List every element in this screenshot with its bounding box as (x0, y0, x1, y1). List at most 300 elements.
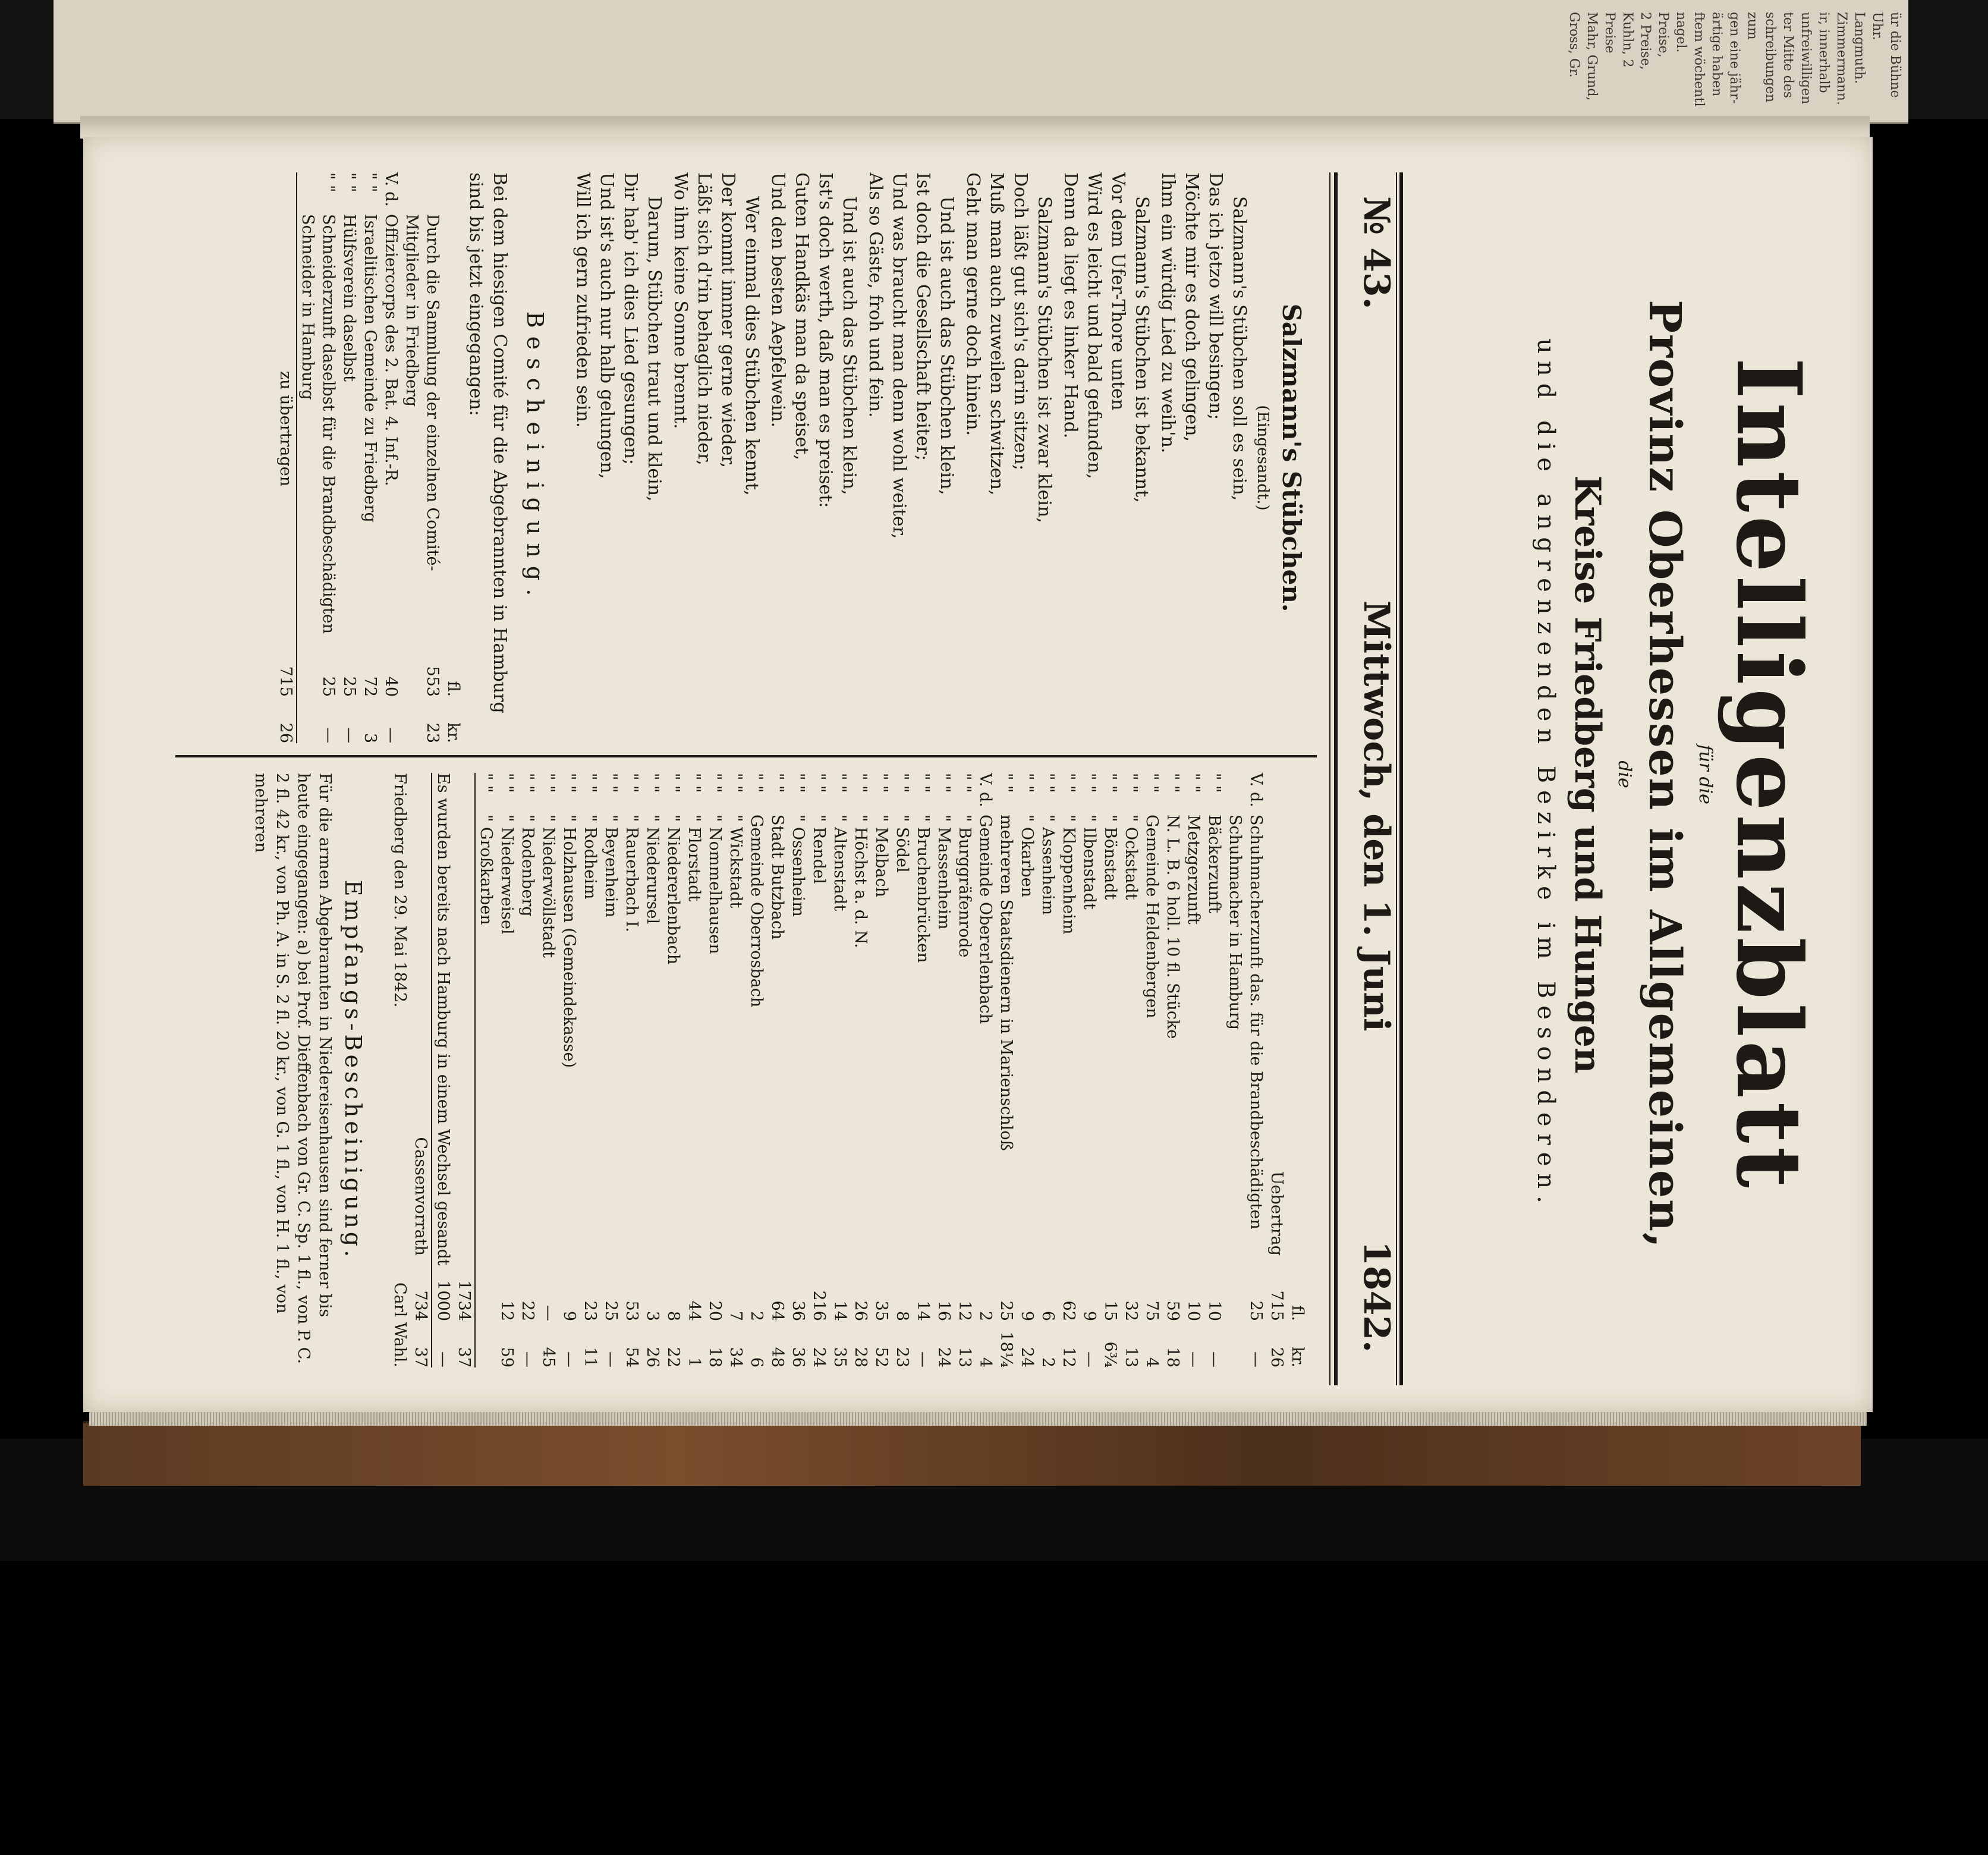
row-label: " Södel (893, 815, 911, 873)
ledger-carry-fl: 715 (1267, 1290, 1286, 1321)
ledger-row (1121, 773, 1141, 1367)
rule-top (1399, 172, 1403, 1385)
poem-line: Darum, Stübchen traut und klein, (644, 196, 665, 502)
row-fl: 14 (914, 1300, 932, 1321)
ledger-sent-fl: 1000 (434, 1280, 452, 1321)
row-label: " Rodheim (581, 815, 599, 900)
row-prefix: " " (768, 773, 787, 793)
row-prefix: " " (1122, 773, 1140, 793)
poem-line: Wer einmal dies Stübchen kennt, (741, 196, 762, 496)
row-prefix: " " (560, 773, 578, 793)
row-label: Stadt Butzbach (768, 815, 787, 940)
poem-line: Läßt sich d'rin behaglich nieder, (694, 172, 715, 466)
row-label: Schneiderzunft daselbst für die Brandbeschädigten Schneider in Hamburg (298, 214, 338, 634)
row-label: " Wickstadt (726, 815, 745, 908)
carry-row (275, 172, 297, 743)
row-prefix: " " (477, 773, 495, 793)
ledger-total-row (454, 773, 475, 1367)
previous-page-line: Langmuth. (1852, 12, 1867, 84)
row-prefix: " " (789, 773, 807, 793)
row-fl: 25 (1247, 1300, 1265, 1321)
row-kr: 24 (935, 1347, 953, 1367)
row-fl (475, 1268, 496, 1321)
ledger-carry-row (1266, 773, 1287, 1367)
row-prefix: " " (851, 773, 870, 793)
row-kr: 6¾ (1101, 1341, 1119, 1367)
ledger-row (1037, 773, 1058, 1367)
row-prefix: " " (935, 773, 953, 793)
row-kr: 13 (955, 1347, 974, 1367)
poem-line: Salzmann's Stübchen soll es sein, (1229, 196, 1250, 501)
previous-page-line: gen eine jähr- (1727, 12, 1742, 104)
row-label: Bäckerzunft (1205, 815, 1223, 914)
row-kr: 1 (685, 1357, 703, 1367)
carry-fl: 715 (276, 666, 295, 697)
poem-line: Doch läßt gut sich's darin sitzen; (1010, 172, 1031, 471)
ledger-row (496, 773, 517, 1367)
ledger-carry-kr: 26 (1267, 1347, 1286, 1367)
ledger-row (1100, 773, 1121, 1367)
rotated-page-content (83, 137, 1873, 1412)
ledger-row (725, 773, 746, 1367)
row-fl: 6 (1039, 1310, 1057, 1321)
previous-page-line: unfreiwilligen (1798, 12, 1813, 105)
masthead-fuer-die: für die (1695, 744, 1716, 804)
row-prefix: " " (1039, 773, 1057, 793)
ledger-signature: Carl Wahl. (391, 1282, 409, 1367)
ledger-total-kr: 37 (455, 1347, 473, 1367)
row-kr: 26 (643, 1347, 662, 1367)
bescheinigung-title: Bescheinigung. (522, 311, 548, 605)
ledger-row (517, 773, 538, 1367)
row-kr: — (1205, 1351, 1223, 1367)
row-fl: 10 (1184, 1300, 1203, 1321)
newspaper-page (83, 137, 1873, 1412)
row-fl: 35 (872, 1300, 891, 1321)
currency-fl: fl. (444, 681, 463, 697)
ledger-row (746, 773, 767, 1367)
row-prefix: " " (1184, 773, 1203, 793)
poem-line: Das ich jetzo will besingen; (1205, 172, 1226, 420)
row-label: " Ossenheim (789, 815, 807, 917)
row-fl: 32 (1122, 1300, 1140, 1321)
row-fl: 64 (768, 1300, 787, 1321)
previous-page-line: Kuhln, 2 Preise (1602, 12, 1635, 68)
row-fl: 20 (706, 1300, 724, 1321)
row-kr: 52 (872, 1347, 891, 1367)
row-prefix: " " (581, 773, 599, 793)
poem-line: Muß man auch zuweilen schwitzen, (986, 172, 1007, 496)
book-spine (80, 116, 1870, 139)
row-fl: 14 (831, 1300, 849, 1321)
row-fl: 216 (810, 1290, 828, 1321)
ledger-row (339, 172, 360, 743)
poem-stanza (571, 172, 666, 743)
ledger-row (380, 172, 401, 743)
row-fl: 9 (1080, 1310, 1099, 1321)
poem-line: Der kommt immer gerne wieder, (718, 172, 738, 469)
row-kr: 54 (622, 1347, 641, 1367)
poem-line: Geht man gerne doch hinein. (962, 172, 983, 436)
previous-page-line: 2 Preise, (1638, 12, 1653, 70)
leather-binding (83, 1421, 1861, 1486)
ledger-cash-label: Cassenvorrath (411, 1137, 430, 1256)
row-fl: 25 (340, 676, 358, 697)
poem-line: Und den besten Aepfelwein. (767, 172, 788, 428)
poem-line: Als so Gäste, froh und fein. (865, 172, 886, 418)
ledger-carry-label: Uebertrag (1267, 1171, 1286, 1256)
row-prefix: " " (340, 172, 358, 193)
row-prefix: V. d. (976, 773, 995, 807)
poem-line: Denn da liegt es linker Hand. (1060, 172, 1081, 439)
row-kr: — (602, 1351, 620, 1367)
row-label: " Kloppenheim (1059, 815, 1078, 935)
row-kr: 3 (361, 732, 379, 743)
row-fl: 12 (955, 1300, 974, 1321)
issue-number: № 43. (1355, 196, 1397, 310)
row-label: " Bönstadt (1101, 815, 1119, 900)
column-divider (175, 755, 1317, 757)
row-prefix: " " (539, 773, 558, 793)
row-fl: 2 (976, 1310, 995, 1321)
row-kr: 11 (581, 1347, 599, 1367)
row-prefix: " " (602, 773, 620, 793)
masthead (1528, 196, 1819, 1353)
currency-header-row (443, 172, 464, 743)
row-label: " Burggräfenrode (955, 815, 974, 958)
ledger-row (600, 773, 621, 1367)
ledger-sent-kr: — (434, 1351, 452, 1367)
row-fl: 23 (581, 1300, 599, 1321)
row-kr (475, 1321, 496, 1367)
ledger-row (975, 773, 996, 1367)
row-label: " Ockstadt (1122, 815, 1140, 900)
ledger-cash-fl: 734 (411, 1290, 430, 1321)
poem-line: Guten Handkäs man da speiset, (791, 172, 812, 461)
row-prefix: " " (685, 773, 703, 793)
poem-line: Und ist auch das Stübchen klein, (839, 196, 860, 495)
row-kr: 28 (851, 1347, 870, 1367)
row-prefix: " " (726, 773, 745, 793)
ledger-place-date: Friedberg den 29. Mai 1842. (391, 773, 409, 1008)
row-label: " Nommelhausen (706, 815, 724, 954)
poem-line: Salzmann's Stübchen ist bekannt, (1131, 196, 1152, 503)
row-label: " Massenheim (935, 815, 953, 930)
poem-body (571, 172, 1251, 743)
poem-line: Dir hab' ich dies Lied gesungen; (620, 172, 641, 465)
poem-line: Vor dem Ufer-Thore unten (1108, 172, 1128, 411)
row-prefix: " " (1143, 773, 1161, 793)
row-fl: 25 (602, 1300, 620, 1321)
ledger-row (1162, 773, 1183, 1367)
poem-line: Wo ihm keine Sonne brennt. (670, 172, 691, 429)
previous-page-line: Zimmermann. (1834, 12, 1849, 105)
row-kr: 6 (747, 1357, 766, 1367)
carry-label: zu übertragen (276, 370, 295, 487)
ledger-row (1204, 773, 1225, 1367)
row-label: " Rodenberg (518, 815, 537, 917)
row-label: " Höchst a. d. N. (851, 815, 870, 948)
row-label: " Okarben (1018, 815, 1036, 898)
ledger-row (1017, 773, 1037, 1367)
empfang-title: Empfangs-Bescheinigung. (340, 879, 366, 1261)
ledger-signature-row (389, 773, 410, 1367)
previous-page-line: ir, innerhalb (1816, 12, 1831, 93)
row-label: mehreren Staatsdienern in Marienschloß (997, 815, 1015, 1151)
row-fl: 59 (1163, 1300, 1182, 1321)
ledger-row (475, 773, 496, 1367)
ledger-row (663, 773, 684, 1367)
ledger-row (297, 172, 339, 743)
row-label: Schuhmacherzunft das. für die Brandbeschädigten Schuhmacher in Hamburg (1226, 815, 1265, 1230)
ledger-row (559, 773, 580, 1367)
row-label: " Rauerbach I. (622, 815, 641, 933)
issue-date: Mittwoch, den 1. Juni (1355, 600, 1397, 1032)
row-kr: 4 (976, 1357, 995, 1367)
currency-kr: kr. (444, 722, 463, 743)
row-label: " Assenheim (1039, 815, 1057, 916)
ledger-currency-row (1287, 773, 1308, 1367)
rule-bottom (1334, 172, 1338, 1385)
ledger-row (788, 773, 809, 1367)
row-fl: 7 (726, 1310, 745, 1321)
poem-stanza (668, 172, 763, 743)
row-kr: 2 (1039, 1357, 1057, 1367)
row-prefix: V. d. (1247, 773, 1265, 807)
row-kr: 18 (1163, 1347, 1182, 1367)
poem-line: Ist's doch werth, daß man es preiset: (815, 172, 836, 508)
poem-subtitle: (Eingesandt.) (1254, 405, 1272, 511)
ledger-row (871, 773, 892, 1367)
right-column (250, 773, 1308, 1367)
previous-page-line: nagel. (1674, 12, 1688, 53)
row-kr: 18¼ (997, 1331, 1015, 1367)
row-fl: 44 (685, 1300, 703, 1321)
ledger-cash-row (410, 773, 432, 1367)
row-fl: 75 (1143, 1300, 1161, 1321)
row-label: " Rendel (810, 815, 828, 884)
ledger-row (1225, 773, 1266, 1367)
row-kr: — (914, 1351, 932, 1367)
row-fl: 553 (423, 666, 442, 697)
row-prefix (401, 172, 443, 214)
row-label: Metzgerzunft (1184, 815, 1203, 925)
row-label: " Florstadt (685, 815, 703, 902)
dateline (1344, 196, 1397, 1353)
row-fl: 62 (1059, 1300, 1078, 1321)
poem-stanza (1058, 172, 1153, 743)
ledger-row (580, 773, 600, 1367)
row-prefix: V. d. (382, 172, 400, 207)
ledger-row (892, 773, 913, 1367)
row-kr: — (340, 727, 358, 743)
ledger-row (1141, 773, 1162, 1367)
previous-page-line: ter Mitte des (1781, 12, 1795, 99)
row-fl: 10 (1205, 1300, 1223, 1321)
ledger-row (933, 773, 954, 1367)
row-kr: 23 (893, 1347, 911, 1367)
ledger-row (850, 773, 871, 1367)
row-label: " Altenstadt (831, 815, 849, 911)
row-fl: 72 (361, 676, 379, 697)
row-kr: — (382, 727, 400, 743)
carry-kr: 26 (276, 722, 295, 743)
row-fl: 8 (893, 1310, 911, 1321)
row-kr: — (560, 1351, 578, 1367)
ledger-row (1183, 773, 1204, 1367)
row-prefix: " " (518, 773, 537, 793)
row-prefix: " " (810, 773, 828, 793)
row-prefix: " " (893, 773, 911, 793)
row-prefix: " " (643, 773, 662, 793)
row-fl: 9 (560, 1310, 578, 1321)
ledger-row (809, 773, 829, 1367)
row-fl: 25 (319, 676, 338, 697)
previous-page-line: ärtige haben (1709, 12, 1724, 97)
masthead-districts: Kreise Friedberg und Hungen (1567, 475, 1608, 1074)
previous-page-line: schreibungen zum (1745, 12, 1778, 103)
ledger-row (538, 773, 559, 1367)
row-prefix: " " (319, 172, 338, 193)
ledger-row (642, 773, 663, 1367)
poem-stanza (766, 172, 861, 743)
row-prefix: " " (914, 773, 932, 793)
empfang-text: Für die armen Abgebrannten in Niedereisenhausen sind ferner bis heute eingegangen: a) bei Prof. Dieffenbach von Gr. C. Sp. 1 fl., von P. C. 2 fl. 42 kr., von Ph. A. in S. 2 fl. 20 kr., von G. 1 fl., von H. 1 fl., von mehreren (251, 773, 334, 1364)
row-fl: 22 (518, 1300, 537, 1321)
masthead-subtitle: und die angrenzenden Bezirke im Besonderen. (1532, 338, 1559, 1211)
masthead-die: die (1614, 760, 1635, 788)
poem-line: Ihm ein würdig Lied zu weih'n. (1157, 172, 1178, 454)
row-prefix: " " (872, 773, 891, 793)
left-column (275, 172, 1308, 743)
row-prefix: " " (1101, 773, 1119, 793)
previous-page-text (54, 0, 1908, 122)
row-label: " Niederwöllstadt (539, 815, 558, 958)
row-fl: 25 (997, 1300, 1015, 1321)
poem-line: Will ich gern zufrieden sein. (573, 172, 593, 428)
previous-page-line: Mahr, Grund, (1584, 12, 1599, 101)
row-prefix: " " (1163, 773, 1182, 793)
masthead-province: Provinz Oberhessen im Allgemeinen, (1639, 300, 1690, 1249)
row-fl: 16 (935, 1300, 953, 1321)
row-label: " Großkarben (477, 815, 495, 925)
masthead-title: Intelligenzblatt (1716, 357, 1821, 1192)
row-prefix: " " (1018, 773, 1036, 793)
row-fl: 8 (664, 1310, 682, 1321)
ledger-row (684, 773, 704, 1367)
row-label: " Beyenheim (602, 815, 620, 918)
row-label: N. L. B. 6 holl. 10 fl. Stücke (1163, 815, 1182, 1039)
poem-line: Und was braucht man denn wohl weiter, (889, 172, 910, 539)
poem-line: Möchte mir es doch gelingen, (1181, 172, 1202, 442)
ledger-row (621, 773, 642, 1367)
row-kr: — (1184, 1351, 1203, 1367)
row-label: " Holzhausen (Gemeindekasse) (560, 815, 578, 1068)
row-kr: 35 (831, 1347, 849, 1367)
poem-title: Salzmann's Stübchen. (1277, 303, 1306, 612)
row-fl: 3 (643, 1310, 662, 1321)
row-prefix: " " (1059, 773, 1078, 793)
row-kr: — (319, 727, 338, 743)
issue-year: 1842. (1355, 1241, 1397, 1353)
ledger-sent-text: Es wurden bereits nach Hamburg in einem Wechsel gesandt (434, 773, 452, 1266)
row-kr: 36 (789, 1347, 807, 1367)
row-kr: 48 (768, 1347, 787, 1367)
poem-line: Und ist auch das Stübchen klein, (936, 196, 957, 495)
row-fl: 15 (1101, 1300, 1119, 1321)
ledger-row (829, 773, 850, 1367)
previous-page-line: ftem wöchentl (1691, 12, 1706, 107)
previous-page-line: Preise, (1656, 12, 1671, 58)
row-fl: 12 (498, 1300, 516, 1321)
row-kr: 18 (706, 1347, 724, 1367)
ledger-row (1058, 773, 1079, 1367)
row-kr: — (1080, 1351, 1099, 1367)
previous-page-line: Uhr. (1870, 12, 1885, 40)
ledger-row (954, 773, 975, 1367)
row-label: Durch die Sammlung der einzelnen Comité-Mitglieder in Friedberg (402, 214, 442, 571)
row-kr: 13 (1122, 1347, 1140, 1367)
row-prefix: " " (664, 773, 682, 793)
ledger-sent-row (432, 773, 454, 1367)
ledger-row (360, 172, 380, 743)
poem-stanza (961, 172, 1056, 743)
row-fl: 53 (622, 1300, 641, 1321)
row-label: Gemeinde Oberrosbach (747, 815, 766, 1008)
ledger-total-fl: 1734 (455, 1280, 473, 1321)
ledger-table (389, 773, 1308, 1367)
bescheinigung-intro: Bei dem hiesigen Comité für die Abgebrannten in Hamburg sind bis jetzt eingegangen: (465, 172, 510, 713)
row-prefix: " " (706, 773, 724, 793)
previous-page-line: ür die Bühne (1888, 12, 1902, 98)
row-label: Offiziercorps des 2. Bat. 4. Inf.-R. (382, 214, 400, 486)
previous-page-line: Gross, Gr. (1567, 12, 1581, 78)
ledger-cash-kr: 37 (411, 1347, 430, 1367)
row-prefix: " " (361, 172, 379, 193)
bescheinigung-table (275, 172, 464, 743)
row-kr: 45 (539, 1347, 558, 1367)
row-label: " Niederursel (643, 815, 662, 925)
ledger-row (996, 773, 1017, 1367)
row-fl: 36 (789, 1300, 807, 1321)
poem-line: Ist doch die Gesellschaft heiter; (913, 172, 933, 461)
row-label: Hülfsverein daselbst (340, 214, 358, 382)
row-prefix: " " (1205, 773, 1223, 793)
ledger-row (704, 773, 725, 1367)
rule-bottom-thin (1329, 172, 1330, 1385)
ledger-currency-fl: fl. (1288, 1305, 1307, 1321)
row-fl: 9 (1018, 1310, 1036, 1321)
row-label: " Niederweisel (498, 815, 516, 935)
ledger-row (913, 773, 933, 1367)
row-prefix: " " (498, 773, 516, 793)
ledger-row (767, 773, 788, 1367)
poem-stanza (1156, 172, 1251, 743)
row-kr: 12 (1059, 1347, 1078, 1367)
row-kr: 22 (664, 1347, 682, 1367)
row-prefix: " " (747, 773, 766, 793)
row-kr: — (1247, 1351, 1265, 1367)
row-prefix: " " (831, 773, 849, 793)
row-kr: 24 (810, 1347, 828, 1367)
row-label: Israelitischen Gemeinde zu Friedberg (361, 214, 379, 523)
row-fl: — (539, 1305, 558, 1321)
row-kr: 24 (1018, 1347, 1036, 1367)
row-label: " Niedererlenbach (664, 815, 682, 965)
row-label: Gemeinde Obererlenbach (976, 815, 995, 1024)
poem-line: Und ist's auch nur halb gelungen, (596, 172, 617, 479)
row-kr: 34 (726, 1347, 745, 1367)
